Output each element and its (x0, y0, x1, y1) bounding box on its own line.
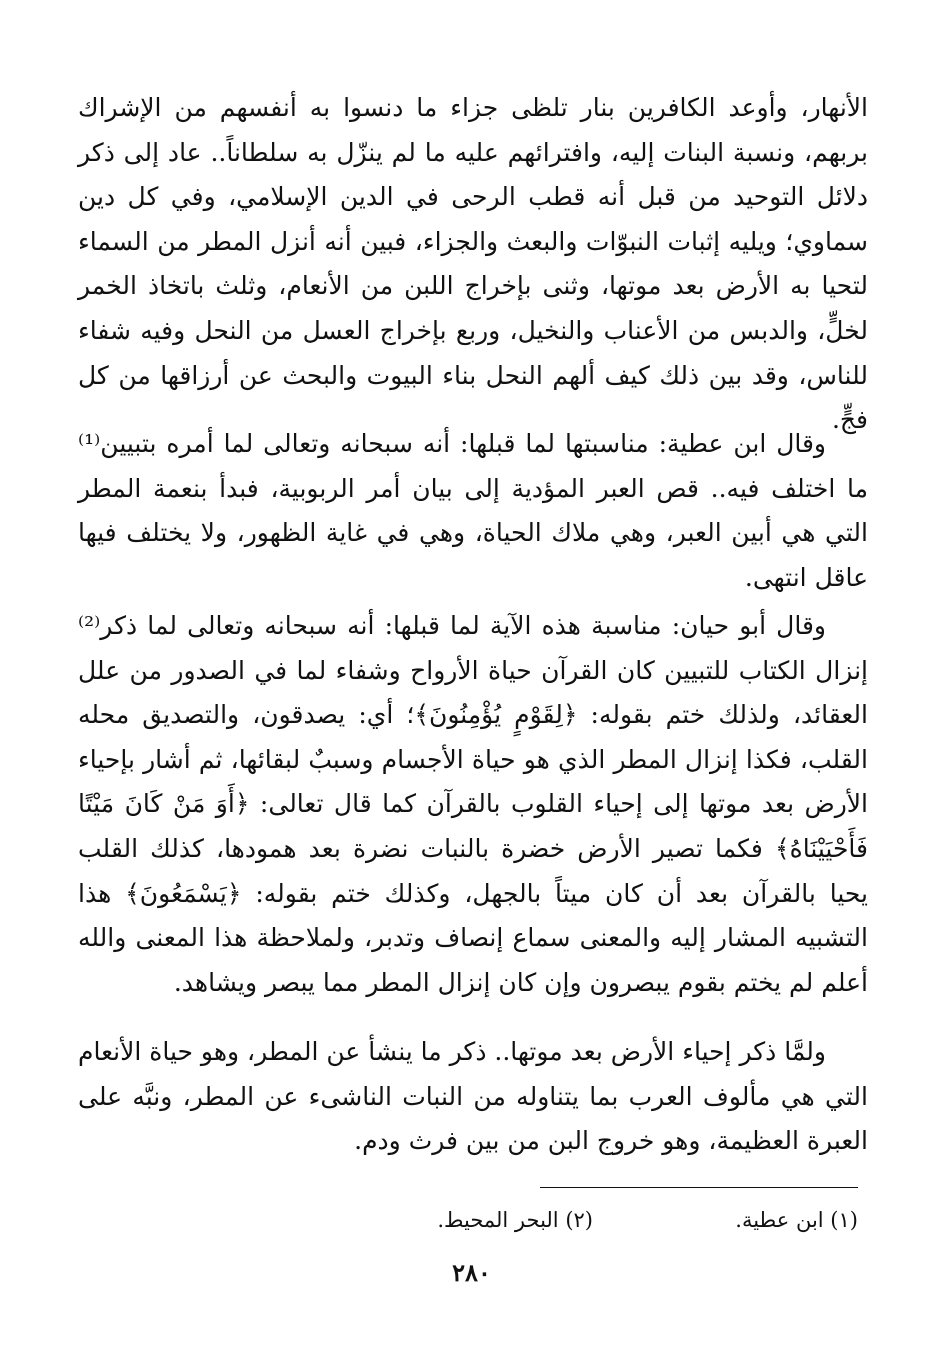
footnote-divider (540, 1187, 858, 1188)
paragraph-3 (78, 604, 868, 1005)
footnote-2: (٢) البحر المحيط. (437, 1208, 593, 1232)
paragraph-2 (78, 422, 868, 600)
paragraph-1-text: الأنهار، وأوعد الكافرين بنار تلظى جزاء ما دنسوا به أنفسهم من الإشراك بربهم، ونسبة البنات إليه، وافترائهم عليه ما لم ينزّل به سلطاناً.. عاد إلى ذكر دلائل التوحيد من قبل أنه قطب الرحى في الدين الإسلامي، وفي كل دين سماوي؛ ويليه إثبات النبوّات والبعث والجزاء، فبين أنه أنزل المطر من السماء لتحيا به الأرض بعد موتها، وثنى بإخراج اللبن من الأنعام، وثلث باتخاذ الخمر لخلٍّ، والدبس من الأعناب والنخيل، وربع بإخراج العسل من النحل وفيه شفاء للناس، وقد بين ذلك كيف ألهم النحل بناء البيوت والبحث عن أرزاقها من كل فجٍّ. (78, 93, 868, 435)
paragraph-4-text: ولمَّا ذكر إحياء الأرض بعد موتها.. ذكر ما ينشأ عن المطر، وهو حياة الأنعام التي هي مألوف العرب بما يتناوله من النبات الناشىء عن المطر، ونبَّه على العبرة العظيمة، وهو خروج البن من بين فرث ودم. (78, 1037, 868, 1156)
footnote-1: (١) ابن عطية. (735, 1208, 858, 1232)
paragraph-4 (78, 1030, 868, 1164)
page-number: ٢٨٠ (452, 1258, 491, 1287)
paragraph-1 (78, 86, 868, 443)
paragraph-2-text: وقال ابن عطية: مناسبتها لما قبلها: أنه سبحانه وتعالى لما أمره بتبيين⁽¹⁾ ما اختلف فيه.. قص العبر المؤدية إلى بيان أمر الربوبية، فبدأ بنعمة المطر التي هي أبين العبر، وهي ملاك الحياة، وهي في غاية الظهور، ولا يختلف فيها عاقل انتهى. (78, 429, 868, 592)
paragraph-3-text: وقال أبو حيان: مناسبة هذه الآية لما قبلها: أنه سبحانه وتعالى لما ذكر⁽²⁾ إنزال الكتاب للتبيين كان القرآن حياة الأرواح وشفاء لما في الصدور من علل العقائد، ولذلك ختم بقوله: ﴿لِقَوْمٍ يُؤْمِنُونَ﴾؛ أي: يصدقون، والتصديق محله القلب، فكذا إنزال المطر الذي هو حياة الأجسام وسببٌ لبقائها، ثم أشار بإحياء الأرض بعد موتها إلى إحياء القلوب بالقرآن كما قال تعالى: ﴿أَوَ مَنْ كَانَ مَيْتًا فَأَحْيَيْنَاهُ﴾ فكما تصير الأرض خضرة بالنبات نضرة بعد همودها، كذلك القلب يحيا بالقرآن بعد أن كان ميتاً بالجهل، وكذلك ختم بقوله: ﴿يَسْمَعُونَ﴾ هذا التشبيه المشار إليه والمعنى سماع إنصاف وتدبر، ولملاحظة هذا المعنى والله أعلم لم يختم بقوم يبصرون وإن كان إنزال المطر مما يبصر ويشاهد. (78, 611, 868, 997)
